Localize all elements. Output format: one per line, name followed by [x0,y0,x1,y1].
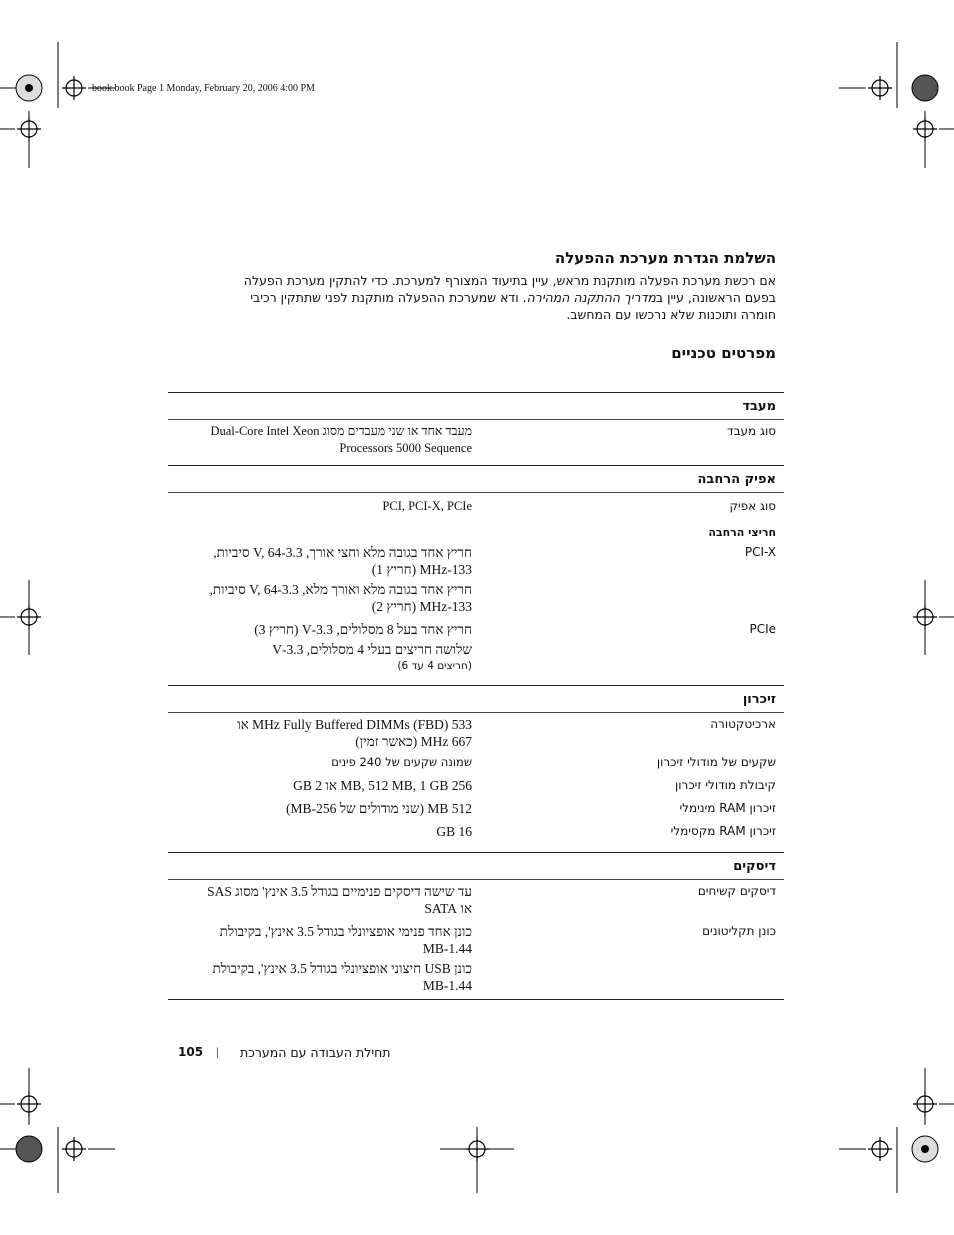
row-value: שמונה שקעים של 240 פינים [331,755,472,769]
value-line: כונן USB חיצוני אופציונלי בגודל 3.5 אינץ', בקיבולת [212,961,472,976]
group-title-drives: דיסקים [733,859,776,874]
row-label: סוג אפיק [729,499,776,513]
row-subheading: חריצי הרחבה [708,526,776,539]
chapter-title: תחילת העבודה עם המערכת [240,1045,391,1060]
value-line: חריץ אחד בגובה מלא ואורך מלא, 3.3-V, 64 סיביות, [209,582,472,597]
row-value: 512 MB (שני מודולים של 256-MB) [286,801,472,816]
group-title-expansion: אפיק הרחבה [697,472,776,487]
row-label: ארכיטקטורה [710,717,776,731]
table-row [168,420,784,465]
value-line: מעבד אחד או שני מעבדים מסוג Dual-Core Intel Xeon [210,424,472,438]
row-value [176,923,472,994]
footer-separator: | [216,1044,219,1059]
value-line: 533 MHz Fully Buffered DIMMs (FBD) או [237,717,472,732]
value-line: 667 MHz (כאשר זמין) [355,734,472,749]
table-row [168,750,784,771]
value-line: 1.44-MB [422,978,472,993]
row-label: דיסקים קשיחים [697,884,776,898]
row-label: זיכרון RAM מקסימלי [670,824,776,838]
row-label: סוג מעבד [727,424,776,438]
table-row [168,493,784,515]
table-row [168,713,784,750]
intro-line-3: חומרה ותוכנות שלא נרכשו עם המחשב. [566,307,776,322]
value-line: חריץ אחד בעל 8 מסלולים, 3.3-V (חריץ 3) [254,622,472,637]
table-row [168,880,784,917]
value-line: שלושה חריצים בעלי 4 מסלולים, 3.3-V [272,642,472,657]
page-number: 105 [178,1045,204,1059]
row-value: 256 MB, 512 MB, 1 GB או 2 GB [293,778,472,793]
value-line: Processors 5000 Sequence [339,441,472,455]
row-label: PCIe [749,622,776,636]
intro-line-2-start: בפעם הראשונה, עיין ב [655,290,776,305]
group-title-processor: מעבד [742,399,776,414]
row-value [176,716,472,750]
row-label: זיכרון RAM מינימלי [679,801,776,815]
value-line: 1.44-MB [422,941,472,956]
row-value [176,423,472,457]
table-row [168,794,784,817]
value-line: עד שישה דיסקים פנימיים בגודל 3.5 אינץ' מסוג SAS [207,884,472,899]
value-line: כונן אחד פנימי אופציונלי בגודל 3.5 אינץ', בקיבולת [219,924,472,939]
row-value: PCI, PCI-X, PCIe [382,499,472,513]
spec-table [168,392,784,1000]
value-line: חריץ אחד בגובה מלא וחצי אורך, 3.3-V, 64 סיביות, [213,545,472,560]
table-row [168,515,784,541]
row-value [176,883,472,917]
row-value [176,544,472,615]
group-title-memory: זיכרון [742,692,776,707]
section-heading: מפרטים טכניים [671,344,776,362]
row-label: קיבולת מודולי זיכרון [675,778,776,792]
quick-install-guide-ref: מדריך ההתקנה המהירה [526,290,656,305]
table-row [168,541,784,615]
intro-line-1: אם רכשת מערכת הפעלה מותקנת מראש, עיין בתיעוד המצורף למערכת. כדי להתקין מערכת הפעלה [243,273,776,288]
intro-line-2-end: . ודא שמערכת ההפעלה מותקנת לפני שתתקין רכיבי [250,290,527,305]
print-header: book.book Page 1 Monday, February 20, 2006 4:00 PM [92,83,315,94]
table-row [168,771,784,794]
table-row [168,817,784,852]
row-value [176,621,472,675]
value-line: או SATA [424,901,472,916]
intro-paragraph [196,272,776,323]
value-line: 133-MHz (חריץ 1) [371,562,472,577]
intro-line-2 [196,289,776,306]
table-row [168,917,784,999]
row-label: כונן תקליטונים [702,924,776,938]
value-line: (חריצים 4 עד 6) [397,660,472,672]
value-line: 133-MHz (חריץ 2) [371,599,472,614]
row-value: 16 GB [436,824,472,839]
row-label: שקעים של מודולי זיכרון [656,755,776,769]
table-rule [168,999,784,1000]
row-label: PCI-X [744,545,776,559]
page-title: השלמת הגדרת מערכת ההפעלה [554,249,776,267]
table-row [168,615,784,685]
